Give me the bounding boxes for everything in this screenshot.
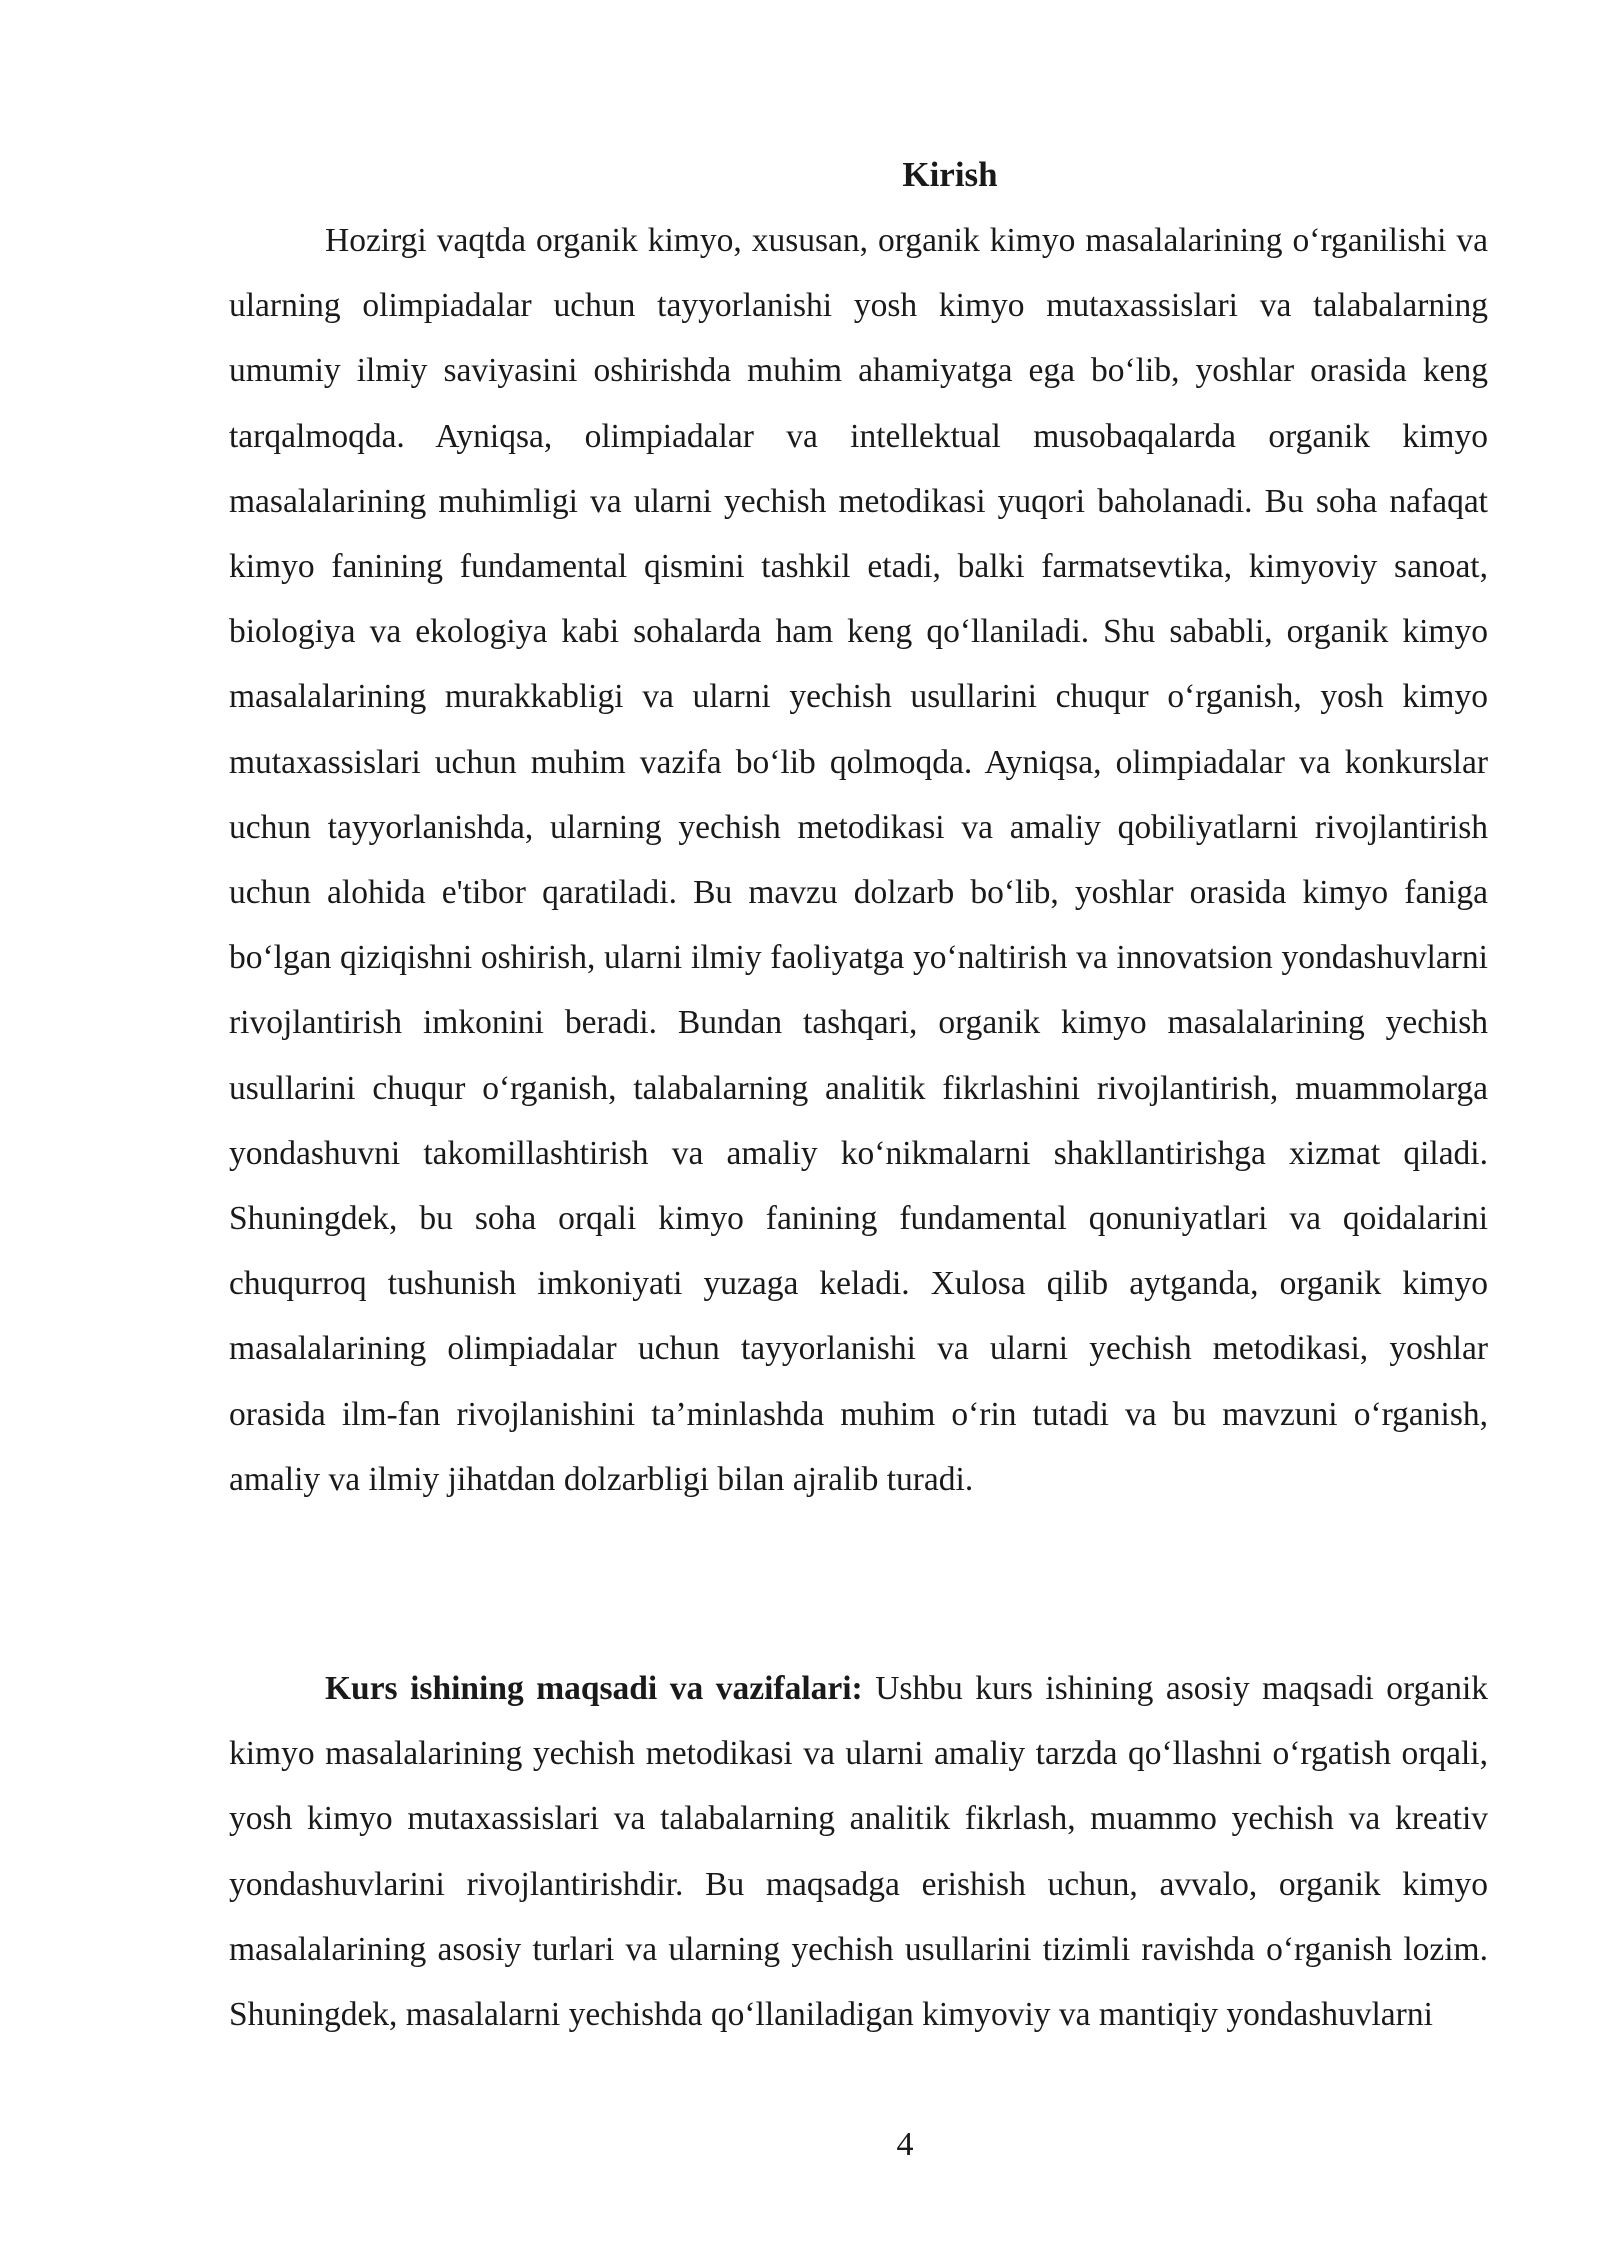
intro-paragraph: Hozirgi vaqtda organik kimyo, xususan, organik kimyo masalalarining o‘rganilishi va ularning olimpiadalar uchun tayyorlanishi yosh kimyo mutaxassislari va talabalarning umumiy ilmiy saviyasini oshirishda muhim ahamiyatga ega bo‘lib, yoshlar orasida keng tarqalmoqda. Ayniqsa, olimpiadalar va intellektual musobaqalarda organik kimyo masalalarining muhimligi va ularni yechish metodikasi yuqori baholanadi. Bu soha nafaqat kimyo fanining fundamental qismini tashkil etadi, balki farmatsevtika, kimyoviy sanoat, biologiya va ekologiya kabi sohalarda ham keng qo‘llaniladi. Shu sababli, organik kimyo masalalarining murakkabligi va ularni yechish usullarini chuqur o‘rganish, yosh kimyo mutaxassislari uchun muhim vazifa bo‘lib qolmoqda. Ayniqsa, olimpiadalar va konkurslar uchun tayyorlanishda, ularning yechish metodikasi va amaliy qobiliyatlarni rivojlantirish uchun alohida e'tibor qaratiladi. Bu mavzu dolzarb bo‘lib, yoshlar orasida kimyo faniga bo‘lgan qiziqishni oshirish, ularni ilmiy faoliyatga yo‘naltirish va innovatsion yondashuvlarni rivojlantirish imkonini beradi. Bundan tashqari, organik kimyo masalalarining yechish usullarini chuqur o‘rganish, talabalarning analitik fikrlashini rivojlantirish, muammolarga yondashuvni takomillashtirish va amaliy ko‘nikmalarni shakllantirishga xizmat qiladi. Shuningdek, bu soha orqali kimyo fanining fundamental qonuniyatlari va qoidalarini chuqurroq tushunish imkoniyati yuzaga keladi. Xulosa qilib aytganda, organik kimyo masalalarining olimpiadalar uchun tayyorlanishi va ularni yechish metodikasi, yoshlar orasida ilm-fan rivojlanishini ta’minlashda muhim o‘rin tutadi va bu mavzuni o‘rganish, amaliy va ilmiy jihatdan dolzarbligi bilan ajralib turadi.: [229, 222, 1488, 1498]
page-number: 4: [896, 2126, 914, 2163]
section-heading: Kirish: [902, 155, 998, 194]
goals-paragraph: [229, 1656, 1488, 2047]
goals-lead-text: Kurs ishining maqsadi va vazifalari:: [325, 1670, 863, 1707]
goals-body-text: Ushbu kurs ishining asosiy maqsadi organik kimyo masalalarining yechish metodikasi va ularni amaliy tarzda qo‘llashni o‘rgatish orqali, yosh kimyo mutaxassislari va talabalarning analitik fikrlash, muammo yechish va kreativ yondashuvlarini rivojlantirishdir. Bu maqsadga erishish uchun, avvalo, organik kimyo masalalarining asosiy turlari va ularning yechish usullarini tizimli ravishda o‘rganish lozim. Shuningdek, masalalarni yechishda qo‘llaniladigan kimyoviy va mantiqiy yondashuvlarni: [229, 1670, 1489, 2034]
